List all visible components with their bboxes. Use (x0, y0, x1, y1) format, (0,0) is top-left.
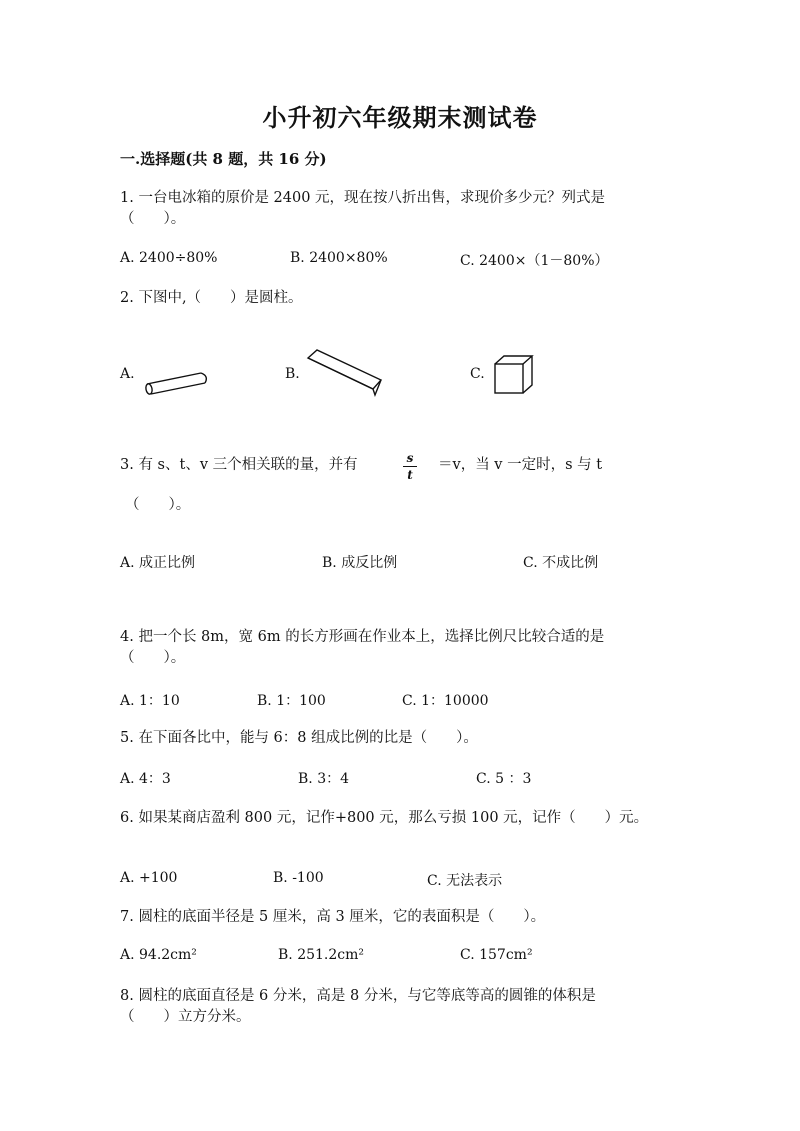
question-8 (120, 986, 596, 1028)
question-2-option-b[interactable]: B. (285, 366, 300, 382)
question-8-text: 8. 圆柱的底面直径是 6 分米，高是 8 分米，与它等底等高的圆锥的体积是 (120, 988, 596, 1004)
question-4-blank: （ ）。 (120, 650, 186, 666)
page-title: 小升初六年级期末测试卷 (262, 103, 538, 132)
fraction-bar (403, 466, 417, 467)
question-5-option-b[interactable]: B. 3：4 (298, 771, 350, 787)
question-3-blank: （ ）。 (125, 497, 191, 513)
fraction-numerator: s (406, 451, 414, 465)
question-8-blank: （ ）立方分米。 (120, 1009, 251, 1025)
question-1-option-a[interactable]: A. 2400÷80% (120, 250, 218, 266)
fraction-s-over-t (403, 451, 417, 482)
prism-figure (305, 348, 385, 396)
question-3-option-c[interactable]: C. 不成比例 (523, 555, 599, 571)
question-1-option-c[interactable]: C. 2400×（1－80%） (460, 253, 609, 269)
cube-figure (493, 354, 535, 396)
cylinder-figure (143, 370, 213, 400)
question-1-option-b[interactable]: B. 2400×80% (290, 250, 388, 266)
question-2-option-c[interactable]: C. (470, 366, 485, 382)
question-2-option-a[interactable]: A. (120, 366, 135, 382)
question-3-option-b[interactable]: B. 成反比例 (322, 555, 398, 571)
question-5-option-c[interactable]: C. 5 ：3 (476, 771, 532, 787)
question-1-blank: （ ）。 (120, 211, 186, 227)
section-heading: 一.选择题(共 8 题，共 16 分) (120, 150, 327, 168)
question-6-option-a[interactable]: A. +100 (120, 870, 178, 886)
question-4-option-c[interactable]: C. 1：10000 (402, 693, 489, 709)
question-4-option-a[interactable]: A. 1：10 (120, 693, 180, 709)
question-6-option-b[interactable]: B. -100 (273, 870, 324, 886)
question-4-option-b[interactable]: B. 1：100 (257, 693, 326, 709)
question-4-text: 4. 把一个长 8m，宽 6m 的长方形画在作业本上，选择比例尺比较合适的是 (120, 629, 605, 645)
question-1-text: 1. 一台电冰箱的原价是 2400 元，现在按八折出售，求现价多少元？列式是 (120, 190, 606, 206)
question-3-option-a[interactable]: A. 成正比例 (120, 555, 196, 571)
question-7-option-c[interactable]: C. 157cm² (460, 947, 533, 963)
question-3-text-a: 3. 有 s、t、v 三个相关联的量，并有 (120, 457, 358, 473)
question-7-option-b[interactable]: B. 251.2cm² (278, 947, 364, 963)
question-7-text: 7. 圆柱的底面半径是 5 厘米，高 3 厘米，它的表面积是（ ）。 (120, 909, 546, 925)
question-5-option-a[interactable]: A. 4：3 (120, 771, 171, 787)
question-6-text: 6. 如果某商店盈利 800 元，记作+800 元，那么亏损 100 元，记作（ ）元。 (120, 810, 649, 826)
question-2-text: 2. 下图中,（ ）是圆柱。 (120, 290, 303, 306)
question-6-option-c[interactable]: C. 无法表示 (427, 873, 503, 889)
question-1 (120, 188, 605, 230)
question-3-text-b: ＝v，当 v 一定时，s 与 t (438, 457, 603, 473)
question-7-option-a[interactable]: A. 94.2cm² (120, 947, 197, 963)
question-5-text: 5. 在下面各比中，能与 6：8 组成比例的比是（ ）。 (120, 730, 478, 746)
question-4 (120, 627, 604, 669)
fraction-denominator: t (407, 468, 413, 482)
